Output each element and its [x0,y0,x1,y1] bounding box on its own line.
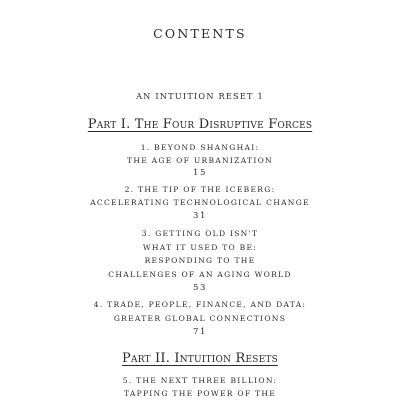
chapter-2-line-2: ACCELERATING TECHNOLOGICAL CHANGE [90,198,310,207]
chapter-5-line-2: TAPPING THE POWER OF THE [123,389,277,398]
chapter-3-line-3: RESPONDING TO THE [144,256,256,265]
chapter-1-line-2: THE AGE OF URBANIZATION [127,156,273,165]
part-1-title: Part I. The Four Disruptive Forces [87,117,313,132]
intro-entry: AN INTUITION RESET 1 [136,91,264,101]
chapter-4-page: 71 [192,327,208,337]
part-2-title: Part II. Intuition Resets [122,351,278,366]
chapter-3-page: 53 [192,283,208,293]
chapter-5-line-1: 5. THE NEXT THREE BILLION: [122,376,278,385]
chapter-1-page: 15 [192,168,208,178]
chapter-1-line-1: 1. BEYOND SHANGHAI: [140,143,260,152]
chapter-2-page: 31 [192,211,208,221]
contents-heading: CONTENTS [153,26,247,41]
chapter-3-line-1: 3. GETTING OLD ISN'T [141,229,259,238]
chapter-3-line-2: WHAT IT USED TO BE: [142,243,258,252]
chapter-2-line-1: 2. THE TIP OF THE ICEBERG: [124,185,276,194]
chapter-4-line-1: 4. TRADE, PEOPLE, FINANCE, AND DATA: [93,300,307,309]
chapter-3-line-4: CHALLENGES OF AN AGING WORLD [108,270,292,279]
chapter-4-line-2: GREATER GLOBAL CONNECTIONS [113,314,287,323]
